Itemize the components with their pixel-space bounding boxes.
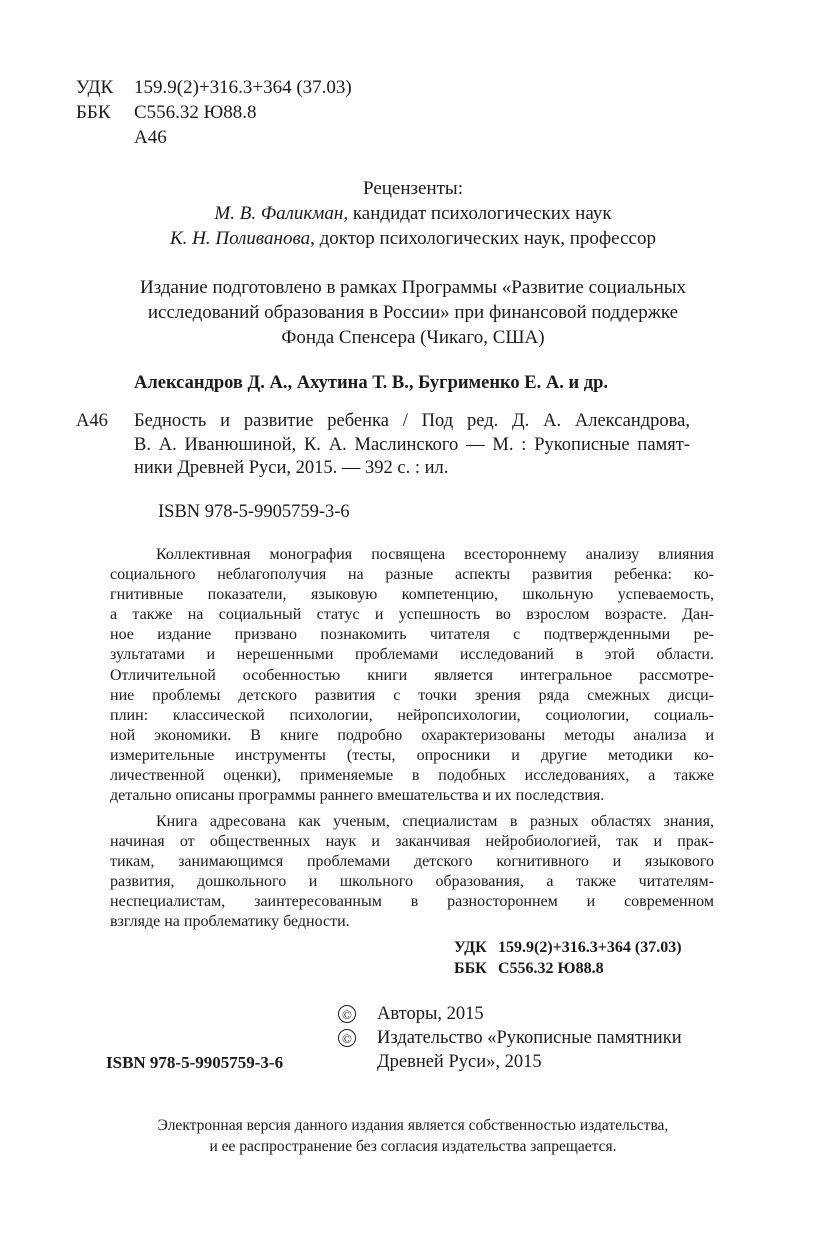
abstract-line: измерительные инструменты (тесты, опросники и другие методики ко-: [110, 746, 714, 764]
udk-label: УДК: [76, 77, 114, 98]
abstract-udk-label: УДК: [454, 939, 487, 956]
abstract-line: Отличительной особенностью книги является интегральное рассмотре-: [110, 666, 714, 684]
abstract-bbk-row: [454, 958, 604, 979]
bbk-label: ББК: [76, 102, 111, 123]
copyright-entry: Авторы, 2015: [377, 1004, 484, 1024]
abstract-bbk-value: С556.32 Ю88.8: [498, 960, 604, 977]
bib-line: Бедность и развитие ребенка / Под ред. Д. А. Александрова,: [134, 411, 690, 431]
reviewer-2-title: , доктор психологических наук, профессор: [310, 228, 656, 249]
footer-notice: [40, 1115, 786, 1157]
author-mark: А46: [134, 127, 167, 148]
reviewers-heading: Рецензенты:: [363, 178, 463, 199]
abstract-line: взгляде на проблематику бедности.: [110, 913, 350, 931]
program-note-line: Фонда Спенсера (Чикаго, США): [281, 327, 545, 348]
abstract-line: ной экономики. В книге подробно охарактеризованы методы анализа и: [110, 726, 714, 744]
bbk-value: С556.32 Ю88.8: [134, 102, 257, 123]
abstract-line: детально описаны программы раннего вмешательства и их последствия.: [110, 787, 605, 805]
footer-line: Электронная версия данного издания является собственностью издательства,: [157, 1117, 669, 1134]
abstract-line: социального неблагополучия на разные аспекты развития ребенка: ко-: [110, 566, 714, 584]
program-note: [40, 275, 786, 350]
abstract-line: тикам, занимающимся проблемами детского когнитивного и языкового: [110, 853, 714, 871]
abstract-paragraph-2: [110, 812, 714, 933]
reviewer-1-name: М. В. Фаликман: [214, 203, 344, 224]
abstract-udk-row: [454, 937, 682, 958]
abstract-line: ние проблемы детского развития с точки зрения ряда смежных дисци-: [110, 686, 714, 704]
bbk-row: [0, 101, 827, 125]
reviewer-2-name: К. Н. Поливанова: [170, 228, 311, 249]
copyright-entry: Издательство «Рукописные памятники: [377, 1028, 682, 1048]
bib-isbn: ISBN 978-5-9905759-3-6: [158, 502, 350, 522]
copyright-row-1: [338, 1003, 484, 1026]
reviewer-2: [40, 226, 786, 251]
abstract-line: зультатами и нерешенными проблемами исследований в этой области.: [110, 646, 714, 664]
bib-description: [134, 410, 690, 481]
abstract-line: развития, дошкольного и школьного образования, а также читателям-: [110, 873, 714, 891]
program-note-line: Издание подготовлено в рамках Программы «Развитие социальных: [139, 277, 687, 298]
bib-mark: А46: [76, 411, 108, 431]
abstract-line: начиная от общественных наук и заканчивая нейробиологией, так и прак-: [110, 833, 714, 851]
author-mark-row: [0, 126, 827, 150]
footer-line: и ее распространение без согласия издательства запрещается.: [209, 1138, 617, 1155]
authors-line: Александров Д. А., Ахутина Т. В., Бугрименко Е. А. и др.: [134, 373, 609, 393]
reviewer-1-title: , кандидат психологических наук: [343, 203, 612, 224]
abstract-bbk-label: ББК: [454, 960, 487, 977]
bib-line: ники Древней Руси, 2015. — 392 с. : ил.: [134, 458, 449, 478]
program-note-line: исследований образования в России» при финансовой поддержке: [147, 302, 679, 323]
abstract-udk-value: 159.9(2)+316.3+364 (37.03): [498, 939, 682, 956]
udk-row: [0, 76, 827, 100]
copyright-entry: Древней Руси», 2015: [377, 1052, 542, 1072]
abstract-line: личественной оценки), применяемые в подобных исследованиях, а также: [110, 767, 714, 785]
abstract-line: Книга адресована как ученым, специалистам в разных областях знания,: [156, 813, 714, 830]
copyright-isbn: ISBN 978-5-9905759-3-6: [106, 1053, 284, 1072]
udk-value: 159.9(2)+316.3+364 (37.03): [134, 77, 352, 98]
reviewer-1: [40, 201, 786, 226]
abstract-paragraph-1: [110, 545, 714, 806]
abstract-line: гнитивные показатели, языковую компетенцию, школьную успеваемость,: [110, 586, 714, 604]
abstract-line: ное издание призвано познакомить читателя с подтвержденными ре-: [110, 626, 714, 644]
copyright-row-2: [338, 1027, 682, 1050]
reviewers-block: [40, 176, 786, 251]
abstract-line: Коллективная монография посвящена всестороннему анализу влияния: [156, 546, 714, 563]
copyright-icon: ©: [338, 1005, 356, 1023]
bib-line: В. А. Иванюшиной, К. А. Маслинского — М. : Рукописные памят-: [134, 434, 690, 455]
abstract-line: неспециалистам, заинтересованным в разностороннем и современном: [110, 893, 714, 911]
abstract-line: а также на социальный статус и успешность во взрослом возрасте. Дан-: [110, 606, 714, 624]
copyright-icon: ©: [338, 1029, 356, 1047]
abstract-line: плин: классической психологии, нейропсихологии, социологии, социаль-: [110, 706, 714, 724]
